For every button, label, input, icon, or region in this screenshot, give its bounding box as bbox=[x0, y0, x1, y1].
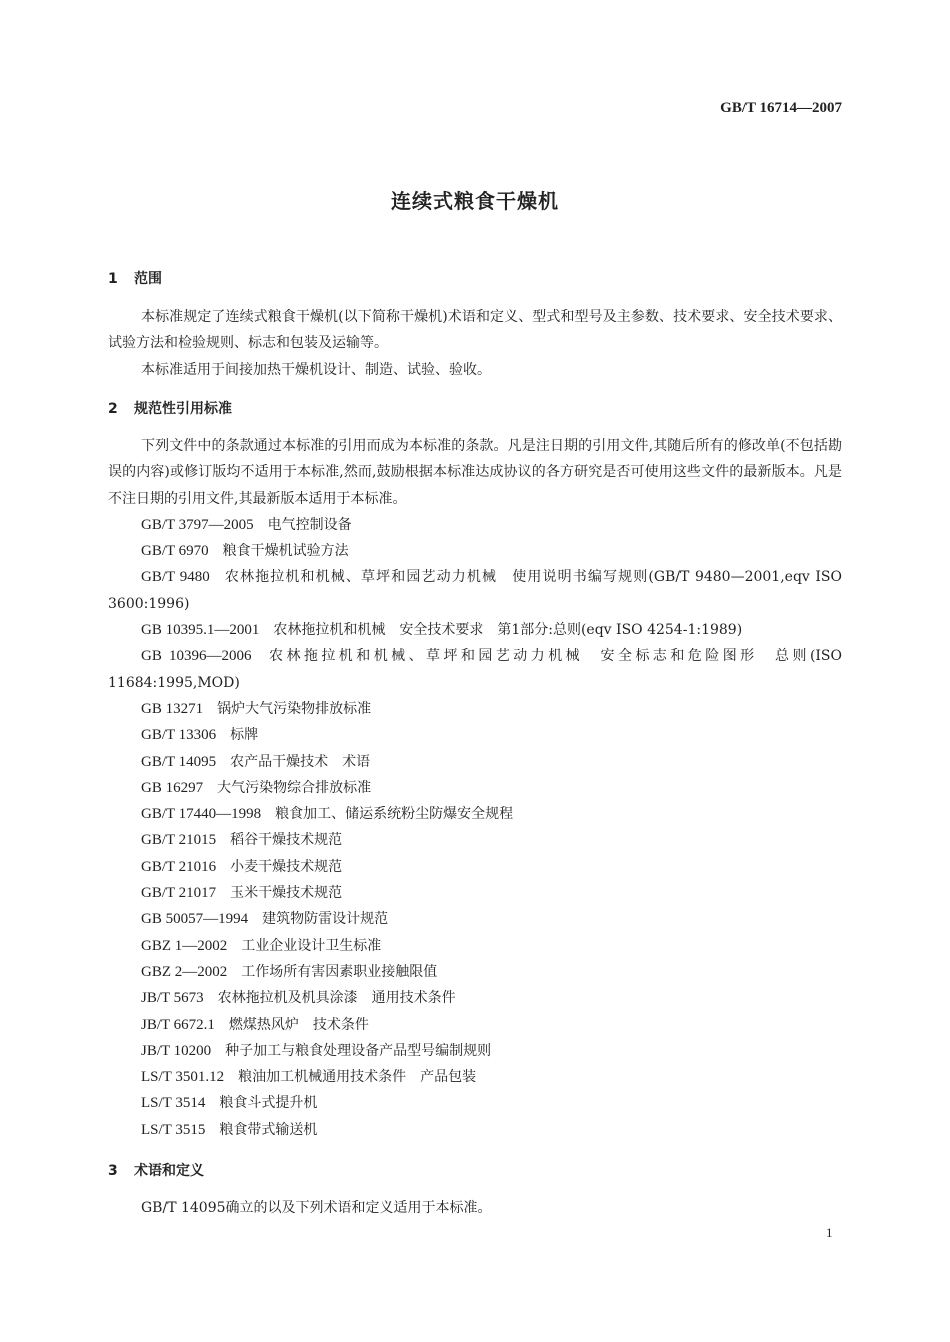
reference-item bbox=[108, 722, 842, 748]
page-number: 1 bbox=[826, 1225, 833, 1240]
section-1-body bbox=[108, 304, 842, 383]
reference-code: GB/T 17440—1998 bbox=[141, 806, 262, 823]
reference-item bbox=[108, 1090, 842, 1116]
reference-title: 标牌 bbox=[230, 727, 259, 744]
section-title: 规范性引用标准 bbox=[134, 401, 232, 417]
reference-code: LS/T 3514 bbox=[141, 1095, 206, 1112]
standard-number: GB/T 16714—2007 bbox=[720, 100, 842, 116]
reference-item bbox=[108, 959, 842, 985]
reference-item bbox=[108, 1064, 842, 1090]
reference-item bbox=[108, 775, 842, 801]
reference-code: GB 10396—2006 bbox=[141, 648, 252, 665]
reference-code: GBZ 2—2002 bbox=[141, 963, 228, 980]
paragraph: 本标准适用于间接加热干燥机设计、制造、试验、验收。 bbox=[141, 361, 491, 378]
reference-item bbox=[108, 933, 842, 959]
reference-title: 锅炉大气污染物排放标准 bbox=[217, 700, 372, 717]
reference-title: 农林拖拉机及机具涂漆 通用技术条件 bbox=[217, 990, 456, 1007]
reference-code: GBZ 1—2002 bbox=[141, 937, 228, 954]
reference-item bbox=[108, 617, 842, 643]
document-title: 连续式粮食干燥机 bbox=[391, 189, 559, 213]
reference-item bbox=[108, 643, 842, 696]
paragraph: GB/T 14095确立的以及下列术语和定义适用于本标准。 bbox=[141, 1200, 492, 1216]
reference-title: 农林拖拉机和机械、草坪和园艺动力机械 安全标志和危险图形 总则(ISO 11684:1995,MOD) bbox=[108, 648, 842, 691]
section-number: 3 bbox=[108, 1163, 118, 1179]
reference-code: GB/T 21016 bbox=[141, 858, 217, 875]
reference-title: 工作场所有害因素职业接触限值 bbox=[241, 963, 438, 980]
reference-title: 种子加工与粮食处理设备产品型号编制规则 bbox=[225, 1042, 492, 1059]
reference-item bbox=[108, 749, 842, 775]
section-title: 范围 bbox=[134, 271, 162, 287]
reference-code: GB 10395.1—2001 bbox=[141, 622, 260, 639]
reference-list bbox=[108, 512, 842, 1143]
reference-item bbox=[108, 985, 842, 1011]
reference-item bbox=[108, 696, 842, 722]
reference-title: 粮食带式输送机 bbox=[219, 1121, 318, 1138]
section-number: 2 bbox=[108, 401, 118, 417]
reference-code: GB/T 13306 bbox=[141, 727, 217, 744]
reference-code: GB 50057—1994 bbox=[141, 911, 249, 928]
reference-code: GB 13271 bbox=[141, 700, 204, 717]
reference-item bbox=[108, 827, 842, 853]
reference-item bbox=[108, 1117, 842, 1143]
reference-item bbox=[108, 906, 842, 932]
reference-item bbox=[108, 538, 842, 564]
reference-title: 农产品干燥技术 术语 bbox=[230, 753, 371, 770]
reference-title: 粮食加工、储运系统粉尘防爆安全规程 bbox=[275, 806, 514, 823]
section-title: 术语和定义 bbox=[134, 1163, 204, 1179]
reference-code: LS/T 3501.12 bbox=[141, 1069, 225, 1086]
section-1-heading bbox=[108, 268, 162, 288]
reference-title: 稻谷干燥技术规范 bbox=[230, 832, 343, 849]
reference-title: 农林拖拉机和机械 安全技术要求 第1部分:总则(eqv ISO 4254-1:1989) bbox=[273, 622, 743, 639]
reference-code: JB/T 10200 bbox=[141, 1042, 212, 1059]
reference-item bbox=[108, 564, 842, 617]
reference-title: 建筑物防雷设计规范 bbox=[262, 911, 389, 928]
section-2-heading bbox=[108, 398, 232, 418]
reference-item bbox=[108, 854, 842, 880]
reference-code: GB/T 9480 bbox=[141, 569, 210, 586]
reference-title: 粮食干燥机试验方法 bbox=[222, 543, 349, 560]
section-2-body bbox=[108, 433, 842, 1143]
reference-item bbox=[108, 880, 842, 906]
reference-item bbox=[108, 1012, 842, 1038]
reference-title: 工业企业设计卫生标准 bbox=[241, 937, 382, 954]
section-3-heading bbox=[108, 1160, 204, 1180]
reference-title: 农林拖拉机和机械、草坪和园艺动力机械 使用说明书编写规则(GB/T 9480—2001,eqv ISO 3600:1996) bbox=[108, 569, 842, 612]
reference-title: 粮油加工机械通用技术条件 产品包装 bbox=[238, 1069, 477, 1086]
reference-title: 电气控制设备 bbox=[267, 516, 352, 533]
reference-title: 玉米干燥技术规范 bbox=[230, 885, 343, 902]
reference-item bbox=[108, 512, 842, 538]
reference-item bbox=[108, 801, 842, 827]
reference-code: GB/T 3797—2005 bbox=[141, 516, 254, 533]
reference-code: GB/T 21015 bbox=[141, 832, 217, 849]
reference-code: JB/T 5673 bbox=[141, 990, 204, 1007]
reference-code: JB/T 6672.1 bbox=[141, 1016, 215, 1033]
reference-code: GB 16297 bbox=[141, 779, 204, 796]
section-number: 1 bbox=[108, 271, 118, 287]
reference-title: 粮食斗式提升机 bbox=[219, 1095, 318, 1112]
reference-code: GB/T 21017 bbox=[141, 885, 217, 902]
reference-item bbox=[108, 1038, 842, 1064]
reference-title: 小麦干燥技术规范 bbox=[230, 858, 343, 875]
reference-code: LS/T 3515 bbox=[141, 1121, 206, 1138]
paragraph: 本标准规定了连续式粮食干燥机(以下简称干燥机)术语和定义、型式和型号及主参数、技术要求、安全技术要求、试验方法和检验规则、标志和包装及运输等。 bbox=[108, 309, 842, 352]
reference-title: 燃煤热风炉 技术条件 bbox=[228, 1016, 369, 1033]
reference-code: GB/T 6970 bbox=[141, 543, 209, 560]
paragraph: 下列文件中的条款通过本标准的引用而成为本标准的条款。凡是注日期的引用文件,其随后所有的修改单(不包括勘误的内容)或修订版均不适用于本标准,然而,鼓励根据本标准达成协议的各方研究是否可使用这些文件的最新版本。凡是不注日期的引用文件,其最新版本适用于本标准。 bbox=[108, 438, 842, 507]
reference-code: GB/T 14095 bbox=[141, 753, 217, 770]
reference-title: 大气污染物综合排放标准 bbox=[217, 779, 372, 796]
section-3-body bbox=[108, 1195, 842, 1221]
